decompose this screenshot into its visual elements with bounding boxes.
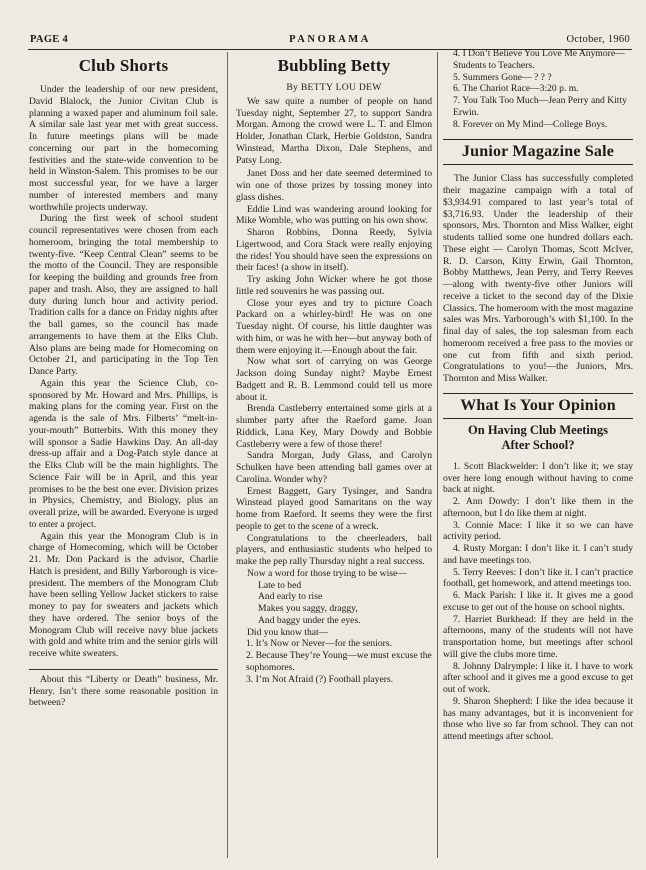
club-shorts-closing: About this “Liberty or Death” business, Mr. Henry. Isn’t there some reasonable position in between? [29,673,218,709]
betty-paragraph: We saw quite a number of people on hand Tuesday night, September 27, to support Sandra Morgan. Among the crowd were L. T. and Elmon Holder, Jonathan Clark, Herbie Goldston, Sandra Winstead, Martha Dixon, Dale Stephens, and Patsy Long. [236,95,432,166]
betty-list-item: 6. The Chariot Race—3:20 p. m. [453,83,579,95]
opinion-answer: 7. Harriet Burkhead: If they are held in the afternoons, many of the students will not have transportation home, but meetings after school will give the clubs more time. [443,613,633,660]
opinion-answer: 6. Mack Parish: I like it. It gives me a good excuse to get out of the house on school nights. [443,590,633,613]
betty-paragraph: Sandra Morgan, Judy Glass, and Carolyn Schulken have been attending ball games over at Carolina. Wonder why? [236,450,432,485]
betty-list-item: 3. I’m Not Afraid (?) Football players. [246,673,394,685]
betty-list-item: 2. Because They’re Young—we must excuse the sophomores. [246,650,432,673]
poem-line: And early to rise [258,591,323,603]
betty-list-item: 4. I Don’t Believe You Love Me Anymore—Students to Teachers. [453,48,625,71]
page-number: PAGE 4 [30,34,69,45]
betty-list-item: 5. Summers Gone— ? ? ? [453,71,552,83]
betty-paragraph: Try asking John Wicker where he got those little red souvenirs he was passing out. [236,274,432,297]
section-rule [29,669,218,670]
opinion-answer: 5. Terry Reeves: I don’t like it. I can’t practice football, get homework, and attend meetings too. [443,566,633,590]
opinion-answer: 2. Ann Dowdy: I don’t like them in the afternoon, but I do like them at night. [443,496,633,519]
opinion-subtitle: On Having Club Meetings [468,422,608,437]
club-shorts-paragraph: Again this year the Monogram Club is in charge of Homecoming, which will be October 21. Mr. Don Packard is the advisor, Charlie Hatch is president, and Billy Yarborough is vice-president. The members of the Monogram Club have been selling Yellow Jacket stickers to raise money to pay for sweaters and jackets which they have ordered. The senior boys of the Monogram Club will receive navy blue jackets with gold and white trim and the senior girls will receive white sweaters. [29,530,218,659]
betty-paragraph: Now a word for those trying to be wise— [247,567,407,579]
magazine-sale-title: Junior Magazine Sale [443,139,633,165]
column-divider [437,52,438,858]
betty-paragraph: Close your eyes and try to picture Coach Packard on a whirley-bird! He was on one Tuesday night. Of course, his little daughter was with him, or was he with her—but anyway both of them were enjoying it.—Enough about the fair. [236,297,432,356]
opinion-subtitle: After School? [501,437,575,452]
opinion-answer: 3. Connie Mace: I like it so we can have activity period. [443,519,633,543]
magazine-sale-text: The Junior Class has successfully completed their magazine campaign with a total of $3,934.91 compared to last year’s total of $3,716.93. Under the leadership of their sponsors, Mrs. Thornton and Miss Walker, eight students tallied some one hundred dollars each. These eight — Carolyn Thomas, Scott McIver, R. D. Carson, Kitty Erwin, Gail Thornton, Bobby Matthews, Jean Perry, and Terry Reeves—along with twenty-five other Juniors will receive a ticket to the second day of the Dixie Classics. The homeroom with the most magazine sales was Mrs. Yarborough’s with $1,100. In the final day of sales, the top salesman from each homeroom received a free pass to the movies or one cut from fifth and sixth period. Congratulations to you!—the Juniors, Mrs. Thornton and Miss Walker. [443,173,633,384]
bubbling-betty-byline: By BETTY LOU DEW [286,82,382,93]
club-shorts-title: Club Shorts [78,56,169,75]
betty-list-item: 1. It’s Now or Never—for the seniors. [246,638,393,650]
opinion-answer: 8. Johnny Dalrymple: I like it. I have to work after school and it gives me a good excuse to get out of work. [443,660,633,695]
betty-intro: Did you know that— [247,626,329,638]
betty-paragraph: Eddie Lind was wandering around looking for Mike Womble, who was putting on his own show. [236,203,432,227]
club-shorts-paragraph: During the first week of school student council representatives were chosen from each homeroom, bringing the total membership to twenty-five. “Keep Central Clean” seems to be the motto of the Council. They are responsible for keeping the building and grounds free from paper and trash. Also, they are assigned to hall duty during lunch hour and activity period. Tradition calls for a dance on Friday nights after the ball games, so the council has made arrangements to have them at the Elks Club. Also plans are being made for Homecoming on October 21, and participating in the Top Ten Dance Party. [29,213,218,377]
column-bubbling-betty [236,56,432,685]
column-club-shorts [29,56,218,709]
column-divider [227,52,228,858]
paper-name: PANORAMA [289,34,371,45]
opinion-answer: 1. Scott Blackwelder: I don’t like it; we stay over here long enough without having to come back at night. [443,460,633,496]
betty-paragraph: Sharon Robbins, Donna Reedy, Sylvia Ligertwood, and Cora Stack were really enjoying the rides! You should have seen the expressions on their faces! (a show in itself). [236,227,432,274]
club-shorts-paragraph: Under the leadership of our new president, David Blalock, the Junior Civitan Club is planning a waxed paper and aluminum foil sale. A similar sale last year met with great success. In future meetings plans will be made concerning our part in the homecoming festivities and the state-wide convention to be held in Winston-Salem. This promises to be our most successful year, for we have a larger number of interested members and many worthwhile projects underway. [29,84,218,213]
poem-line: And baggy under the eyes. [258,614,361,626]
betty-paragraph: Brenda Castleberry entertained some girls at a slumber party after the Raeford game. Joan Riddick, Lana Key, Mary Dowdy and Bobbie Castleberry were a few of those there! [236,403,432,450]
poem-line: Late to bed [258,579,302,591]
betty-paragraph: Janet Doss and her date seemed determined to win one of those prizes by tossing money into glass dishes. [236,168,432,203]
betty-list-item: 7. You Talk Too Much—Jean Perry and Kitty Erwin. [453,95,627,118]
issue-date: October, 1960 [566,34,630,45]
betty-paragraph: Now what sort of carrying on was George Jackson doing Sunday night? Maybe Ernest Badgett and R. B. Lemmond could tell us more about it. [236,356,432,403]
bubbling-betty-title: Bubbling Betty [277,56,391,75]
betty-paragraph: Congratulations to the cheerleaders, ball players, and enthusiastic students who helped to make the pep rally Thursday night a real success. [236,532,432,567]
opinion-title: What Is Your Opinion [443,393,633,419]
column-right [443,48,633,743]
club-shorts-paragraph: Again this year the Science Club, co-sponsored by Mr. Howard and Mrs. Phillips, is making plans for the coming year. First on the agenda is the sale of Mrs. Filberts’ “melt-in-your-mouth” Butterbits. With this money they will sponsor a Sadie Hawkins Day. An all-day dress-up affair and a Dog-Patch style dance at the Elks Club will be the main highlights. The Science Fair will be in April, and this year promises to be the best one ever. Division prizes in Physics, Chemistry, and Biology, plus an overall prize, will be awarded. Everyone is urged to enter a project. [29,377,218,530]
opinion-answer: 9. Sharon Shepherd: I like the idea because it has many advantages, but it is inconvenient for those who live so far from school. They can not attend meetings after school. [443,695,633,742]
betty-list-item: 8. Forever on My Mind—College Boys. [453,118,608,130]
opinion-answer: 4. Rusty Morgan: I don’t like it. I can’t study and have meetings too. [443,543,633,566]
betty-paragraph: Ernest Baggett, Gary Tysinger, and Sandra Winstead played good Samaritans on the way home from Raeford. It seems they were the first people to get to the scene of a wreck. [236,485,432,532]
poem-line: Makes you saggy, draggy, [258,603,358,614]
